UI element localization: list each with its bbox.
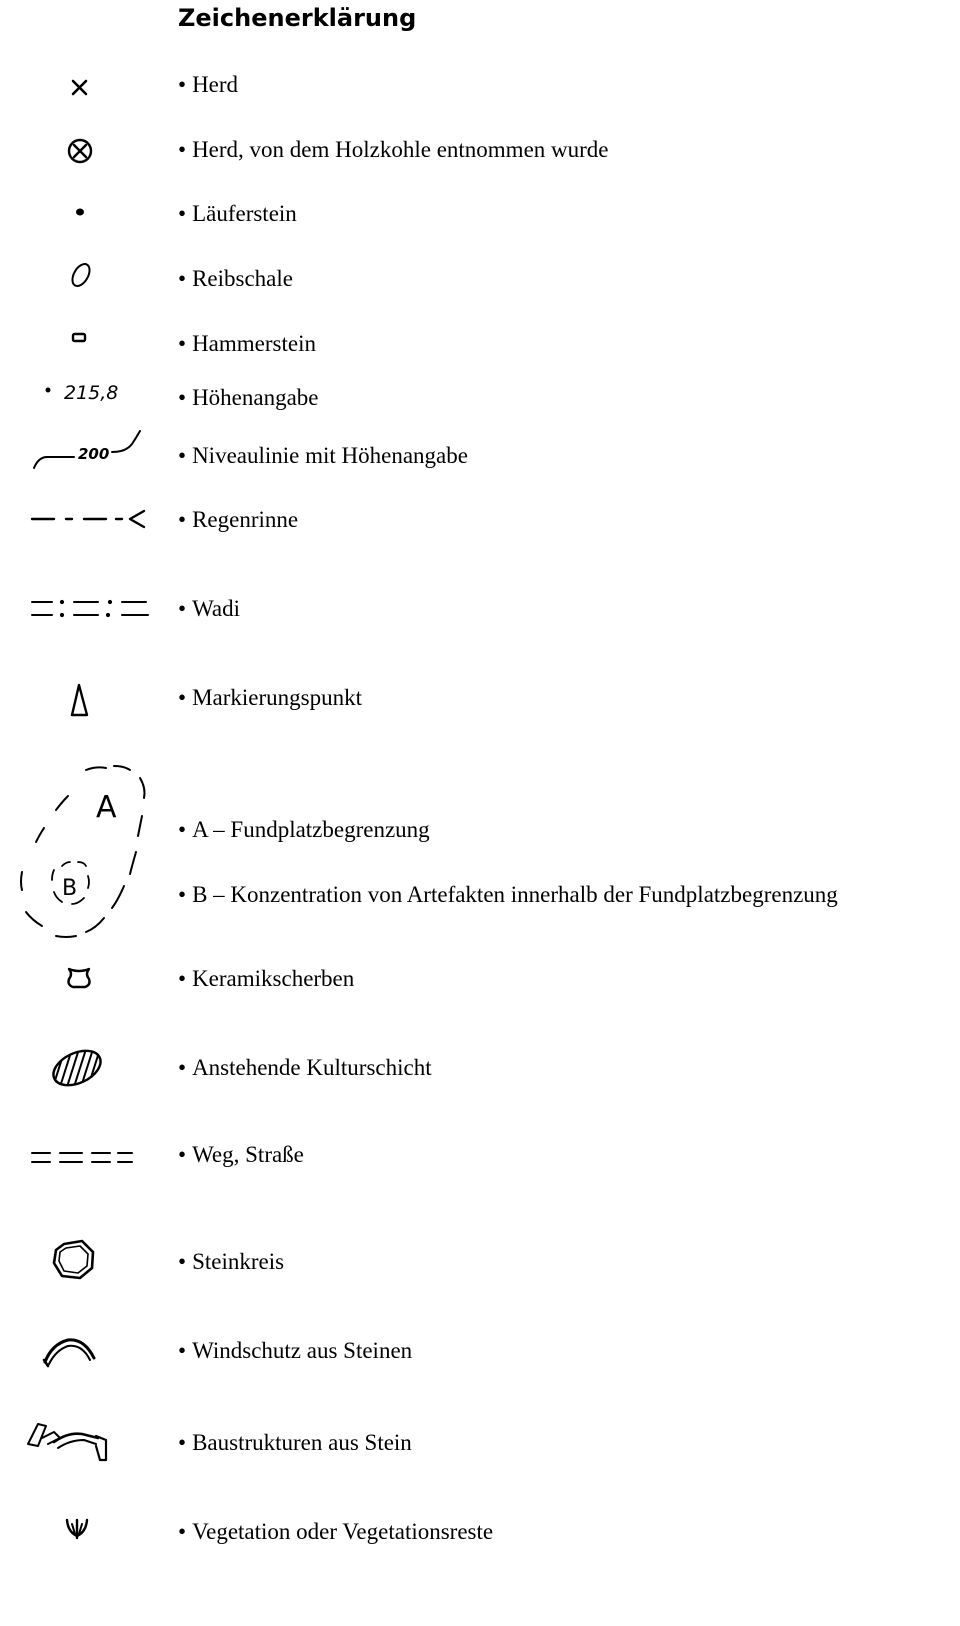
small-rectangle-icon	[71, 331, 89, 345]
legend-label: Windschutz aus Steinen	[192, 1338, 413, 1363]
legend-item	[178, 267, 293, 290]
bullet: •	[178, 596, 187, 621]
bullet: •	[178, 817, 187, 842]
stone-circle-icon	[50, 1238, 98, 1282]
legend-label: B – Konzentration von Artefakten innerhalb der Fundplatzbegrenzung	[192, 882, 838, 907]
legend-item	[178, 1520, 493, 1543]
pottery-icon	[64, 965, 94, 991]
windbreak-icon	[40, 1334, 100, 1368]
wadi-icon	[30, 597, 152, 621]
legend-item	[178, 508, 298, 531]
legend-item	[178, 1339, 412, 1362]
elevation-sample: 215,8	[64, 382, 119, 404]
legend-label: Läuferstein	[192, 201, 297, 226]
bullet: •	[178, 72, 187, 97]
legend-label: A – Fundplatzbegrenzung	[192, 817, 430, 842]
legend-label: Markierungspunkt	[192, 685, 362, 710]
legend-label: Reibschale	[192, 266, 293, 291]
bullet: •	[178, 1249, 187, 1274]
elevation-dot-icon	[44, 386, 52, 394]
legend-item	[178, 686, 362, 709]
legend-item	[178, 332, 316, 355]
stone-structure-icon	[24, 1418, 112, 1466]
legend-label: Keramikscherben	[192, 966, 355, 991]
legend-label: Hammerstein	[192, 331, 316, 356]
bullet: •	[178, 331, 187, 356]
bullet: •	[178, 882, 187, 907]
legend-label: Steinkreis	[192, 1249, 285, 1274]
legend-label: Herd, von dem Holzkohle entnommen wurde	[192, 137, 609, 162]
circled-cross-icon	[66, 137, 94, 165]
legend-item	[178, 1056, 432, 1079]
legend-label: Herd	[192, 72, 239, 97]
legend-item	[178, 1431, 412, 1454]
site-boundary-label-b: B	[62, 876, 78, 901]
dashed-arrow-icon	[30, 508, 148, 530]
bullet: •	[178, 385, 187, 410]
oval-icon	[66, 260, 96, 290]
triangle-marker-icon	[68, 682, 92, 718]
legend-item	[178, 138, 609, 161]
legend-label: Höhenangabe	[192, 385, 319, 410]
legend-label: Wadi	[192, 596, 241, 621]
legend-title: Zeichenerklärung	[178, 4, 417, 32]
legend-item	[178, 883, 838, 906]
legend-label: Vegetation oder Vegetationsreste	[192, 1519, 494, 1544]
site-boundary-icon	[16, 762, 156, 944]
vegetation-icon	[64, 1514, 92, 1542]
bullet: •	[178, 1142, 187, 1167]
legend-item	[178, 202, 297, 225]
legend-label: Baustrukturen aus Stein	[192, 1430, 412, 1455]
legend-item	[178, 73, 238, 96]
legend-label: Regenrinne	[192, 507, 299, 532]
legend-item	[178, 597, 240, 620]
bullet: •	[178, 443, 187, 468]
legend-label: Anstehende Kulturschicht	[192, 1055, 432, 1080]
bullet: •	[178, 966, 187, 991]
contour-sample: 200	[78, 445, 110, 463]
bullet: •	[178, 1519, 187, 1544]
road-icon	[30, 1146, 136, 1168]
legend-label: Weg, Straße	[192, 1142, 304, 1167]
cross-icon	[70, 78, 90, 98]
bullet: •	[178, 1055, 187, 1080]
legend-item	[178, 1250, 284, 1273]
bullet: •	[178, 266, 187, 291]
bullet: •	[178, 201, 187, 226]
legend-item	[178, 1143, 304, 1166]
legend-item	[178, 818, 430, 841]
legend-label: Niveaulinie mit Höhenangabe	[192, 443, 468, 468]
legend-item	[178, 967, 354, 990]
bullet: •	[178, 685, 187, 710]
bullet: •	[178, 137, 187, 162]
site-boundary-label-a: A	[96, 790, 117, 825]
legend-item	[178, 386, 319, 409]
hatched-oval-icon	[50, 1046, 108, 1090]
dot-icon	[74, 206, 86, 218]
bullet: •	[178, 1338, 187, 1363]
legend-item	[178, 444, 468, 467]
bullet: •	[178, 507, 187, 532]
bullet: •	[178, 1430, 187, 1455]
